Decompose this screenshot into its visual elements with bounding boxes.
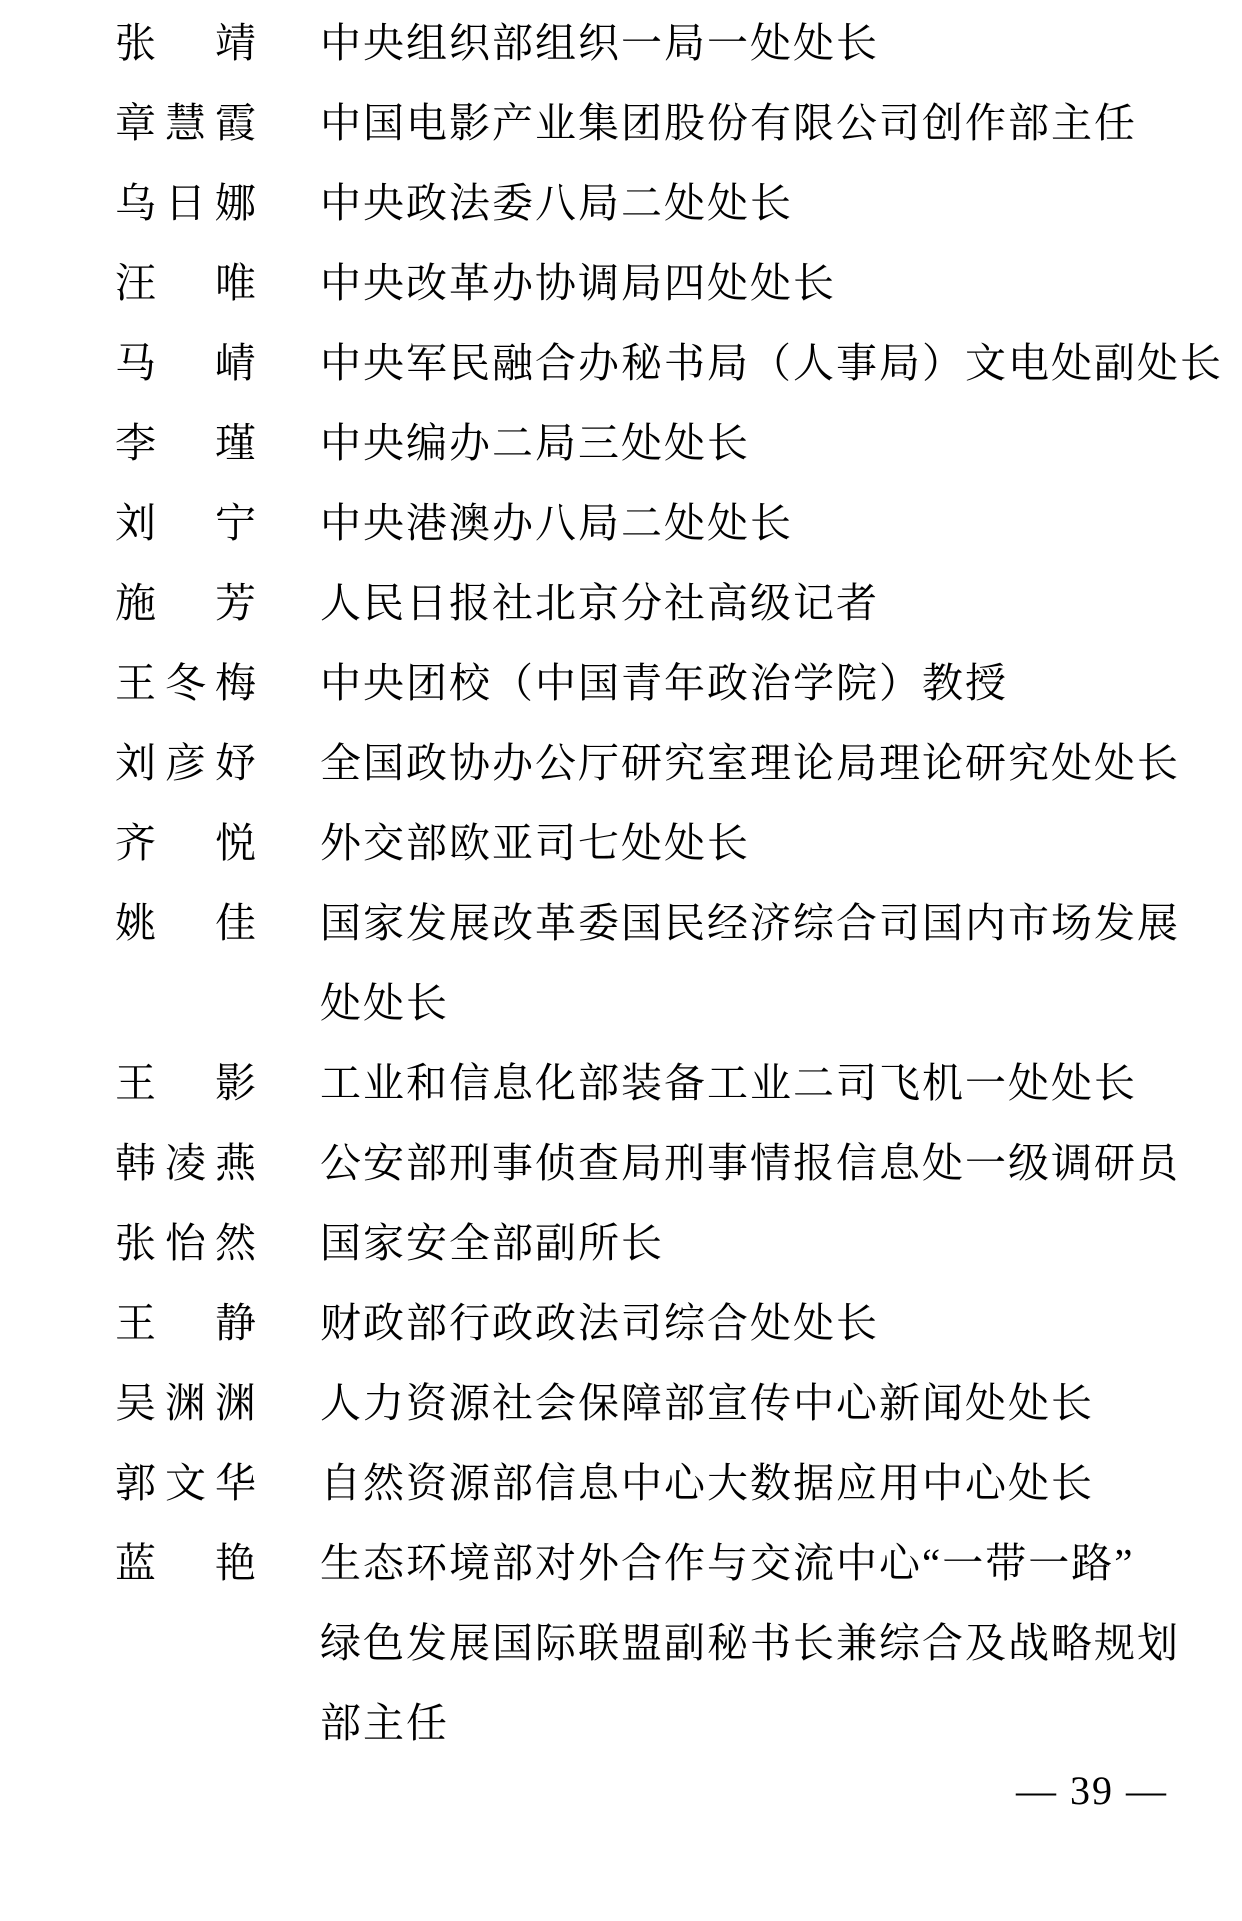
name-char: 李 — [115, 420, 156, 466]
entry-title — [320, 1283, 1200, 1363]
entry-title — [320, 483, 1200, 563]
title-line: 国家发展改革委国民经济综合司国内市场发展 — [320, 900, 1180, 946]
title-line: 全国政协办公厅研究室理论局理论研究处处长 — [320, 740, 1180, 786]
title-line: 自然资源部信息中心大数据应用中心处长 — [320, 1460, 1094, 1506]
entry-title — [320, 1203, 1200, 1283]
title-line: 中国电影产业集团股份有限公司创作部主任 — [320, 100, 1137, 146]
entry-title — [320, 1363, 1200, 1443]
entry-title — [320, 1443, 1200, 1523]
title-line: 工业和信息化部装备工业二司飞机一处处长 — [320, 1060, 1137, 1106]
title-line: 中央团校（中国青年政治学院）教授 — [320, 660, 1008, 706]
entry-title — [320, 243, 1200, 323]
entry-title — [320, 723, 1200, 803]
entry-name — [115, 1123, 256, 1203]
name-char: 悦 — [215, 820, 256, 866]
name-char: 妤 — [215, 740, 256, 786]
title-line: 绿色发展国际联盟副秘书长兼综合及战略规划 — [320, 1620, 1180, 1666]
title-line: 人民日报社北京分社高级记者 — [320, 580, 879, 626]
name-char: 韩 — [115, 1140, 156, 1186]
name-char: 渊 — [165, 1380, 206, 1426]
title-line: 中央组织部组织一局一处处长 — [320, 20, 879, 66]
entry-name — [115, 803, 256, 883]
name-char: 刘 — [115, 740, 156, 786]
title-line: 中央改革办协调局四处处长 — [320, 260, 836, 306]
name-char: 梅 — [215, 660, 256, 706]
name-char: 瑾 — [215, 420, 256, 466]
entry-name — [115, 323, 256, 403]
name-char: 艳 — [215, 1540, 256, 1586]
name-char: 娜 — [215, 180, 256, 226]
entry-name — [115, 723, 256, 803]
entry-name — [115, 483, 256, 563]
entry-name — [115, 403, 256, 483]
entry-row — [0, 1203, 1242, 1283]
entry-row — [0, 1123, 1242, 1203]
name-char: 渊 — [215, 1380, 256, 1426]
name-char: 文 — [165, 1460, 206, 1506]
name-char: 燕 — [215, 1140, 256, 1186]
entry-name — [115, 1443, 256, 1523]
name-char: 姚 — [115, 900, 156, 946]
title-line: 国家安全部副所长 — [320, 1220, 664, 1266]
entry-title — [320, 1523, 1200, 1763]
entry-name — [115, 1283, 256, 1363]
name-char: 乌 — [115, 180, 156, 226]
title-line: 中央港澳办八局二处处长 — [320, 500, 793, 546]
entry-row — [0, 883, 1242, 1043]
name-char: 王 — [115, 1300, 156, 1346]
name-char: 霞 — [215, 100, 256, 146]
entries-list — [0, 3, 1242, 1763]
name-char: 崝 — [215, 340, 256, 386]
title-line: 中央政法委八局二处处长 — [320, 180, 793, 226]
entry-row — [0, 323, 1242, 403]
entry-title — [320, 1123, 1200, 1203]
name-char: 章 — [115, 100, 156, 146]
name-char: 靖 — [215, 20, 256, 66]
entry-name — [115, 3, 256, 83]
entry-row — [0, 1523, 1242, 1763]
entry-title — [320, 403, 1200, 483]
entry-name — [115, 1203, 256, 1283]
name-char: 刘 — [115, 500, 156, 546]
entry-row — [0, 3, 1242, 83]
name-char: 彦 — [165, 740, 206, 786]
entry-name — [115, 643, 256, 723]
entry-name — [115, 883, 256, 963]
entry-row — [0, 163, 1242, 243]
entry-row — [0, 723, 1242, 803]
name-char: 然 — [215, 1220, 256, 1266]
entry-name — [115, 83, 256, 163]
entry-title — [320, 883, 1200, 1043]
title-line: 财政部行政政法司综合处处长 — [320, 1300, 879, 1346]
entry-row — [0, 563, 1242, 643]
entry-row — [0, 83, 1242, 163]
entry-row — [0, 243, 1242, 323]
title-line: 中央编办二局三处处长 — [320, 420, 750, 466]
name-char: 唯 — [215, 260, 256, 306]
entry-name — [115, 1043, 256, 1123]
name-char: 宁 — [215, 500, 256, 546]
entry-name — [115, 163, 256, 243]
name-char: 王 — [115, 1060, 156, 1106]
entry-name — [115, 1523, 256, 1603]
name-char: 凌 — [165, 1140, 206, 1186]
entry-title — [320, 643, 1200, 723]
entry-row — [0, 1443, 1242, 1523]
name-char: 吴 — [115, 1380, 156, 1426]
name-char: 日 — [165, 180, 206, 226]
entry-title — [320, 323, 1223, 403]
entry-title — [320, 83, 1200, 163]
name-char: 齐 — [115, 820, 156, 866]
name-char: 张 — [115, 1220, 156, 1266]
entry-row — [0, 1043, 1242, 1123]
name-char: 汪 — [115, 260, 156, 306]
name-char: 马 — [115, 340, 156, 386]
entry-title — [320, 1043, 1200, 1123]
entry-row — [0, 643, 1242, 723]
title-line: 部主任 — [320, 1700, 449, 1746]
name-char: 静 — [215, 1300, 256, 1346]
title-line: 人力资源社会保障部宣传中心新闻处处长 — [320, 1380, 1094, 1426]
entry-title — [320, 563, 1200, 643]
entry-row — [0, 1283, 1242, 1363]
entry-row — [0, 1363, 1242, 1443]
title-line: 处处长 — [320, 980, 449, 1026]
title-line: 外交部欧亚司七处处长 — [320, 820, 750, 866]
title-line: 生态环境部对外合作与交流中心“一带一路” — [320, 1540, 1135, 1586]
name-char: 华 — [215, 1460, 256, 1506]
name-char: 芳 — [215, 580, 256, 626]
name-char: 怡 — [165, 1220, 206, 1266]
page-number: — 39 — — [1016, 1768, 1168, 1813]
name-char: 张 — [115, 20, 156, 66]
name-char: 影 — [215, 1060, 256, 1106]
entry-name — [115, 1363, 256, 1443]
entry-row — [0, 483, 1242, 563]
title-line: 公安部刑事侦查局刑事情报信息处一级调研员 — [320, 1140, 1180, 1186]
name-char: 王 — [115, 660, 156, 706]
entry-name — [115, 563, 256, 643]
entry-title — [320, 803, 1200, 883]
name-char: 慧 — [165, 100, 206, 146]
title-line: 中央军民融合办秘书局（人事局）文电处副处长 — [320, 340, 1223, 386]
name-char: 郭 — [115, 1460, 156, 1506]
name-char: 冬 — [165, 660, 206, 706]
name-char: 佳 — [215, 900, 256, 946]
entry-row — [0, 403, 1242, 483]
entry-title — [320, 3, 1200, 83]
name-char: 蓝 — [115, 1540, 156, 1586]
name-char: 施 — [115, 580, 156, 626]
entry-row — [0, 803, 1242, 883]
entry-name — [115, 243, 256, 323]
entry-title — [320, 163, 1200, 243]
